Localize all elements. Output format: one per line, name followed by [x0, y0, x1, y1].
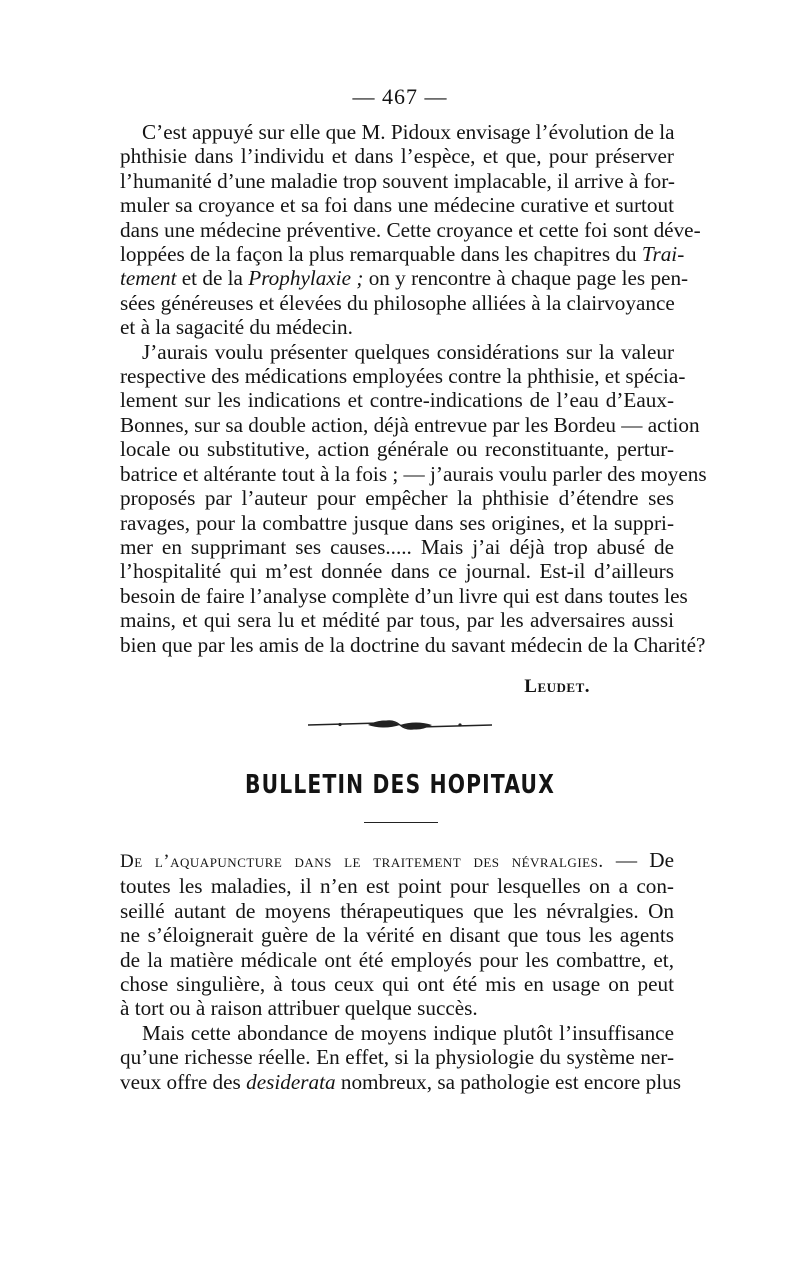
text-line: Bonnes, sur sa double action, déjà entrevue par les Bordeu — action — [120, 412, 700, 437]
text-line: mer en supprimant ses causes..... Mais j’ai déjà trop abusé de — [120, 534, 674, 559]
text-line: ravages, pour la combattre jusque dans ses origines, et la suppri- — [120, 510, 674, 535]
text-line: J’aurais voulu présenter quelques considérations sur la valeur — [142, 339, 674, 364]
article-title: De l’aquapuncture dans le traitement des névralgies. — [120, 851, 604, 872]
text-line: sées généreuses et élevées du philosophe alliées à la clairvoyance — [120, 290, 675, 315]
text-line: bien que par les amis de la doctrine du savant médecin de la Charité? — [120, 632, 706, 657]
text-line: de la matière médicale ont été employés pour les combattre, et, — [120, 947, 674, 972]
heading-rule — [364, 822, 438, 823]
text-line: dans une médecine préventive. Cette croyance et cette foi sont déve- — [120, 217, 701, 242]
section-heading: BULLETIN DES HOPITAUX — [244, 770, 556, 800]
text-line: veux offre des desiderata nombreux, sa pathologie est encore plus — [120, 1069, 681, 1094]
text-line: à tort ou à raison attribuer quelque succès. — [120, 996, 478, 1021]
text-line: respective des médications employées contre la phthisie, et spécia- — [120, 364, 686, 389]
article-paragraph-1 — [120, 848, 674, 1021]
text-line: l’hospitalité qui m’est donnée dans ce journal. Est-il d’ailleurs — [120, 559, 674, 584]
text-line: Mais cette abondance de moyens indique plutôt l’insuffisance — [142, 1020, 674, 1045]
article-title-line: De l’aquapuncture dans le traitement des névralgies. — De — [120, 848, 674, 872]
text-line: locale ou substitutive, action générale ou reconstituante, pertur- — [120, 437, 674, 462]
text-line: muler sa croyance et sa foi dans une médecine curative et surtout — [120, 193, 674, 218]
text-line: seillé autant de moyens thérapeutiques que les névralgies. On — [120, 898, 674, 923]
text-line: chose singulière, à tous ceux qui ont été mis en usage on peut — [120, 972, 674, 997]
text-line: ne s’éloignerait guère de la vérité en disant que tous les agents — [120, 923, 674, 948]
author-signature: Leudet. — [524, 676, 590, 697]
text-line: et à la sagacité du médecin. — [120, 315, 353, 340]
text-line: loppées de la façon la plus remarquable dans les chapitres du Trai- — [120, 242, 685, 267]
article-text — [120, 848, 681, 1094]
text-line: qu’une richesse réelle. En effet, si la physiologie du système ner- — [120, 1045, 674, 1070]
text-line: besoin de faire l’analyse complète d’un livre qui est dans toutes les — [120, 583, 688, 608]
text-line: l’humanité d’une maladie trop souvent implacable, il arrive à for- — [120, 168, 675, 193]
text-line: tement et de la Prophylaxie ; on y rencontre à chaque page les pen- — [120, 266, 689, 291]
text-line: toutes les maladies, il n’en est point pour lesquelles on a con- — [120, 874, 674, 899]
page-number: — 467 — — [352, 84, 448, 109]
paragraph-2 — [120, 339, 707, 657]
text-line: C’est appuyé sur elle que M. Pidoux envisage l’évolution de la — [142, 120, 675, 144]
text-line: batrice et altérante tout à la fois ; — j’aurais voulu parler des moyens — [120, 461, 707, 486]
review-text — [120, 120, 707, 657]
article-paragraph-2 — [120, 1020, 681, 1094]
text-line: proposés par l’auteur pour empêcher la phthisie d’étendre ses — [120, 486, 674, 511]
text-line: phthisie dans l’individu et dans l’espèce, et que, pour préserver — [120, 144, 674, 169]
text-line: lement sur les indications et contre-indications de l’eau d’Eaux- — [120, 388, 674, 413]
text-line: mains, et qui sera lu et médité par tous, par les adversaires aussi — [120, 608, 674, 633]
paragraph-1 — [120, 120, 701, 340]
ornament-divider — [300, 714, 500, 736]
